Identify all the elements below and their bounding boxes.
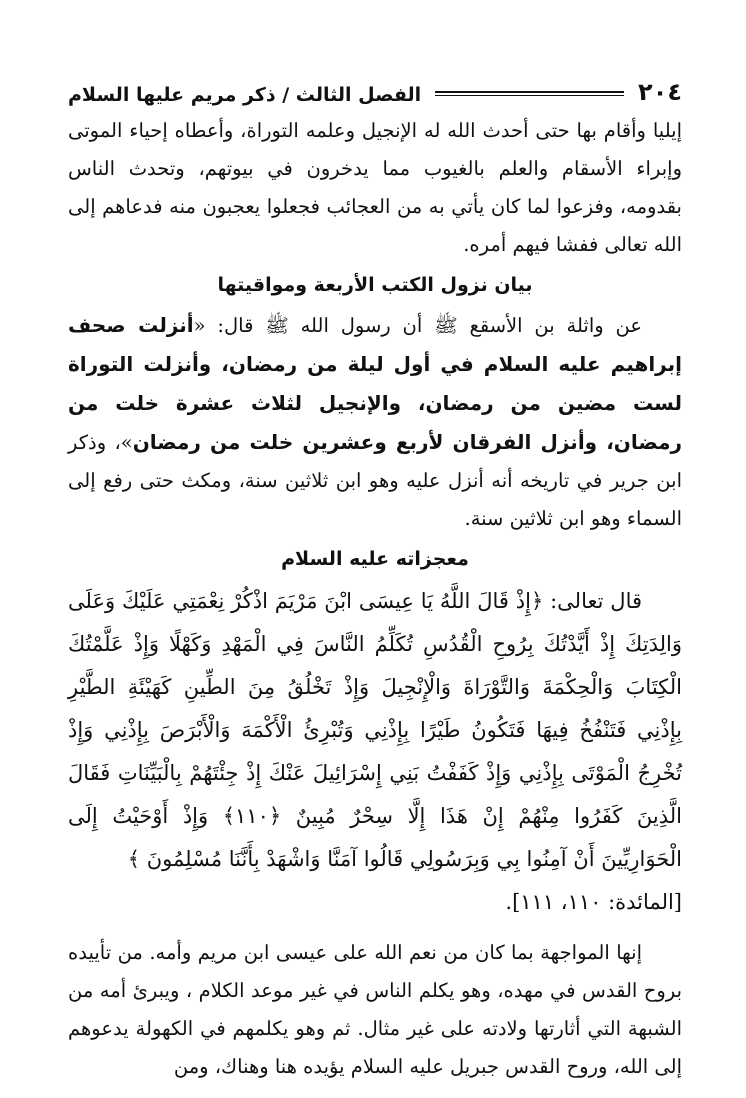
hadith-lead: عن واثلة بن الأسقع ﷺ أن رسول الله ﷺ قال: « <box>193 314 642 337</box>
intro-paragraph: إيليا وأقام بها حتى أحدث الله له الإنجيل وعلمه التوراة، وأعطاه إحياء الموتى وإبراء الأسقام والعلم بالغيوب مما يدخرون في بيوتهم، وتحدث الناس بقدومه، وفزعوا لما كان يأتي به من العجائب فجعلوا يعجبون منه فدعاهم إلى الله تعالى ففشا فيهم أمره. <box>68 119 682 256</box>
header-rule <box>435 91 624 96</box>
page-header <box>68 72 682 106</box>
quran-citation: [المائدة: ١١٠، ١١١]. <box>505 890 682 914</box>
quran-close: ﴾ <box>127 847 141 871</box>
quran-paragraph <box>68 580 682 924</box>
spacer <box>68 924 682 934</box>
hadith-paragraph <box>68 306 682 538</box>
page-number: ٢٠٤ <box>638 78 682 106</box>
closing-paragraph: إنها المواجهة بما كان من نعم الله على عيسى ابن مريم وأمه. من تأييده بروح القدس في مهده، وهو يكلم الناس في غير موعد الكلام ، ويبرئ أمه من الشبهة التي أثارتها ولادته على غير مثال. ثم وهو يكلمهم في الكهولة يدعوهم إلى الله، وروح القدس جبريل عليه السلام يؤيده هنا وهناك، ومن <box>68 941 682 1078</box>
section-heading-miracles: معجزاته عليه السلام <box>281 548 469 570</box>
quran-lead: قال تعالى: ﴿ <box>530 589 643 613</box>
quran-verse-text: إِذْ قَالَ اللَّهُ يَا عِيسَى ابْنَ مَرْيَمَ اذْكُرْ نِعْمَتِي عَلَيْكَ وَعَلَى وَالِدَتِكَ إِذْ أَيَّدْتُكَ بِرُوحِ الْقُدُسِ تُكَلِّمُ النَّاسَ فِي الْمَهْدِ وَكَهْلًا وَإِذْ عَلَّمْتُكَ الْكِتَابَ وَالْحِكْمَةَ وَالتَّوْرَاةَ وَالْإِنْجِيلَ وَإِذْ تَخْلُقُ مِنَ الطِّينِ كَهَيْئَةِ الطَّيْرِ بِإِذْنِي فَتَنْفُخُ فِيهَا فَتَكُونُ طَيْرًا بِإِذْنِي وَتُبْرِئُ الْأَكْمَهَ وَالْأَبْرَصَ بِإِذْنِي وَإِذْ تُخْرِجُ الْمَوْتَى بِإِذْنِي وَإِذْ كَفَفْتُ بَنِي إِسْرَائِيلَ عَنْكَ إِذْ جِئْتَهُمْ بِالْبَيِّنَاتِ فَقَالَ الَّذِينَ كَفَرُوا مِنْهُمْ إِنْ هَذَا إِلَّا سِحْرٌ مُبِينٌ ﴿١١٠﴾ وَإِذْ أَوْحَيْتُ إِلَى الْحَوَارِيِّينَ أَنْ آمِنُوا بِي وَبِرَسُولِي قَالُوا آمَنَّا وَاشْهَدْ بِأَنَّنَا مُسْلِمُونَ <box>68 589 682 871</box>
running-title: الفصل الثالث / ذكر مريم عليها السلام <box>68 84 422 106</box>
section-heading-books: بيان نزول الكتب الأربعة ومواقيتها <box>217 274 533 296</box>
hadith-tail: »، وذكر ابن جرير في تاريخه أنه أنزل عليه وهو ابن ثلاثين سنة، ومكث حتى رفع إلى السماء وهو ابن ثلاثين سنة. <box>68 431 682 530</box>
hadith-text: أنزلت صحف إبراهيم عليه السلام في أول ليلة من رمضان، وأنزلت التوراة لست مضين من رمضان، والإنجيل لثلاث عشرة خلت من رمضان، وأنزل الفرقان لأربع وعشرين خلت من رمضان <box>68 313 682 454</box>
